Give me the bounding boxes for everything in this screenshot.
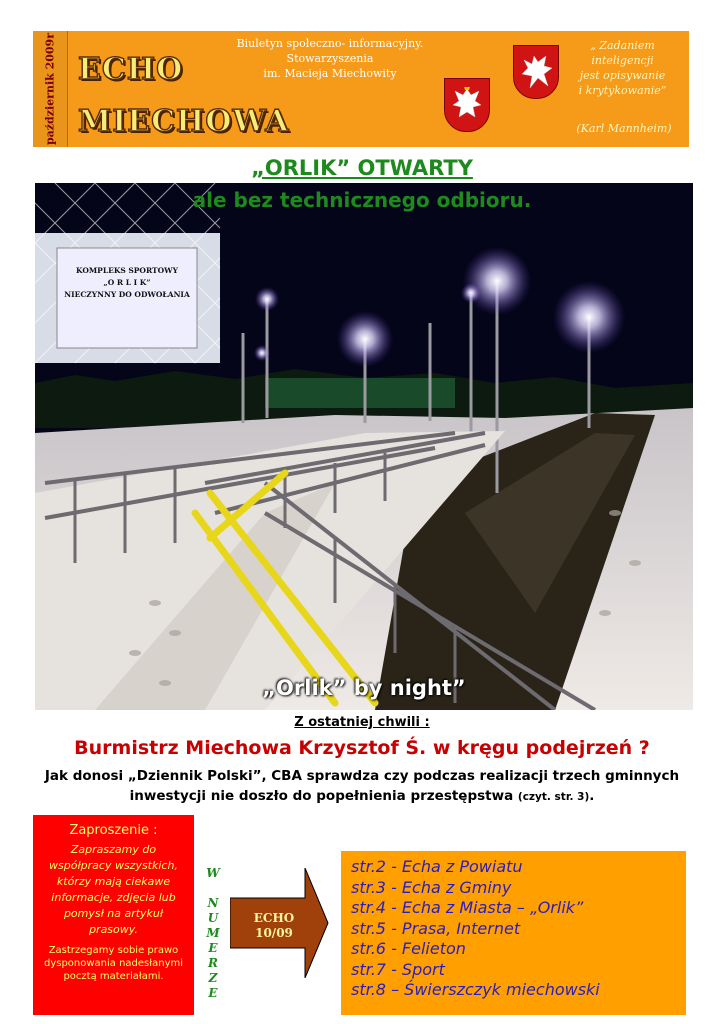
date-strip bbox=[33, 31, 68, 147]
vertical-letter: W bbox=[206, 866, 220, 880]
invitation-title bbox=[33, 823, 194, 838]
quote-line: „ Zadaniem bbox=[590, 39, 655, 52]
news-headline: Burmistrz Miechowa Krzysztof Ś. w kręgu podejrzeń ? bbox=[74, 737, 650, 759]
quote-line: jest opisywanie bbox=[579, 69, 666, 82]
vertical-letter: M bbox=[206, 926, 220, 940]
invitation-box bbox=[33, 815, 194, 1015]
publisher-line: Stowarzyszenia bbox=[286, 52, 374, 65]
publisher-line: Biuletyn społeczno- informacyjny. bbox=[236, 37, 424, 50]
invitation-title-suffix: : bbox=[149, 823, 158, 838]
headline-title: „ORLIK” OTWARTY bbox=[251, 156, 473, 180]
quote-line: i krytykowanie” bbox=[578, 84, 667, 97]
toc-item: str.2 - Echa z Powiatu bbox=[351, 857, 523, 876]
toc-item: str.6 - Felieton bbox=[351, 939, 466, 958]
publisher-info bbox=[215, 36, 445, 81]
invitation-note: Zastrzegamy sobie prawo dysponowania nadesłanymi pocztą materiałami. bbox=[43, 945, 184, 982]
polish-eagle-crest-icon bbox=[444, 78, 490, 132]
news-body bbox=[40, 766, 684, 807]
sign-line: KOMPLEKS SPORTOWY bbox=[76, 266, 178, 275]
photo-caption: „Orlik” by night” bbox=[262, 676, 466, 700]
issue-date: październik 2009r bbox=[43, 32, 57, 146]
sign-text bbox=[57, 265, 197, 301]
in-issue-vertical-label bbox=[206, 866, 220, 1001]
toc-item: str.7 - Sport bbox=[351, 959, 445, 979]
last-minute-label: Z ostatniej chwili : bbox=[294, 715, 430, 730]
night-stadium-illustration bbox=[35, 183, 693, 710]
orlik-night-photo bbox=[35, 183, 693, 710]
headline-subtitle: ale bez technicznego odbioru. bbox=[192, 188, 532, 212]
vertical-letter: E bbox=[208, 941, 218, 955]
quote-line: inteligencji bbox=[591, 54, 654, 67]
vertical-letter: N bbox=[207, 896, 219, 910]
vertical-letter bbox=[206, 881, 220, 896]
table-of-contents bbox=[341, 851, 686, 1015]
logo-miechowa: MIECHOWA bbox=[78, 104, 290, 139]
news-body-end: . bbox=[589, 788, 595, 804]
vertical-letter: Z bbox=[208, 971, 218, 985]
quote-author: (Karl Mannheim) bbox=[576, 122, 672, 135]
issue-number: 10/09 bbox=[255, 926, 293, 940]
motto-quote bbox=[560, 38, 685, 98]
miechow-crest-icon bbox=[513, 45, 559, 99]
toc-item: str.3 - Echa z Gminy bbox=[351, 877, 512, 897]
vertical-letter: E bbox=[208, 986, 218, 1000]
sign-line: NIECZYNNY DO ODWOŁANIA bbox=[64, 290, 190, 299]
issue-echo-label: ECHO bbox=[253, 911, 295, 925]
invitation-body: Zapraszamy do współpracy wszystkich, którzy mają ciekawe informacje, zdjęcia lub pomysł na artykuł prasowy. bbox=[49, 843, 178, 936]
news-body-text: Jak donosi „Dziennik Polski”, CBA sprawdza czy podczas realizacji trzech gminnych inwestycji nie doszło do popełnienia przestępstwa bbox=[44, 768, 680, 804]
issue-badge bbox=[240, 911, 308, 941]
vertical-letter: U bbox=[207, 911, 219, 925]
news-page-ref: (czyt. str. 3) bbox=[517, 791, 590, 803]
toc-item: str.4 - Echa z Miasta – „Orlik” bbox=[351, 898, 584, 917]
vertical-letter: R bbox=[208, 956, 218, 970]
toc-item: str.5 - Prasa, Internet bbox=[351, 918, 521, 938]
logo-echo: ECHO bbox=[78, 52, 184, 87]
toc-item: str.8 – Świerszczyk miechowski bbox=[351, 980, 600, 999]
publisher-line: im. Macieja Miechowity bbox=[263, 67, 397, 80]
sign-line: „O R L I K” bbox=[103, 278, 151, 287]
invitation-title-text: Zaproszenie bbox=[69, 823, 150, 838]
